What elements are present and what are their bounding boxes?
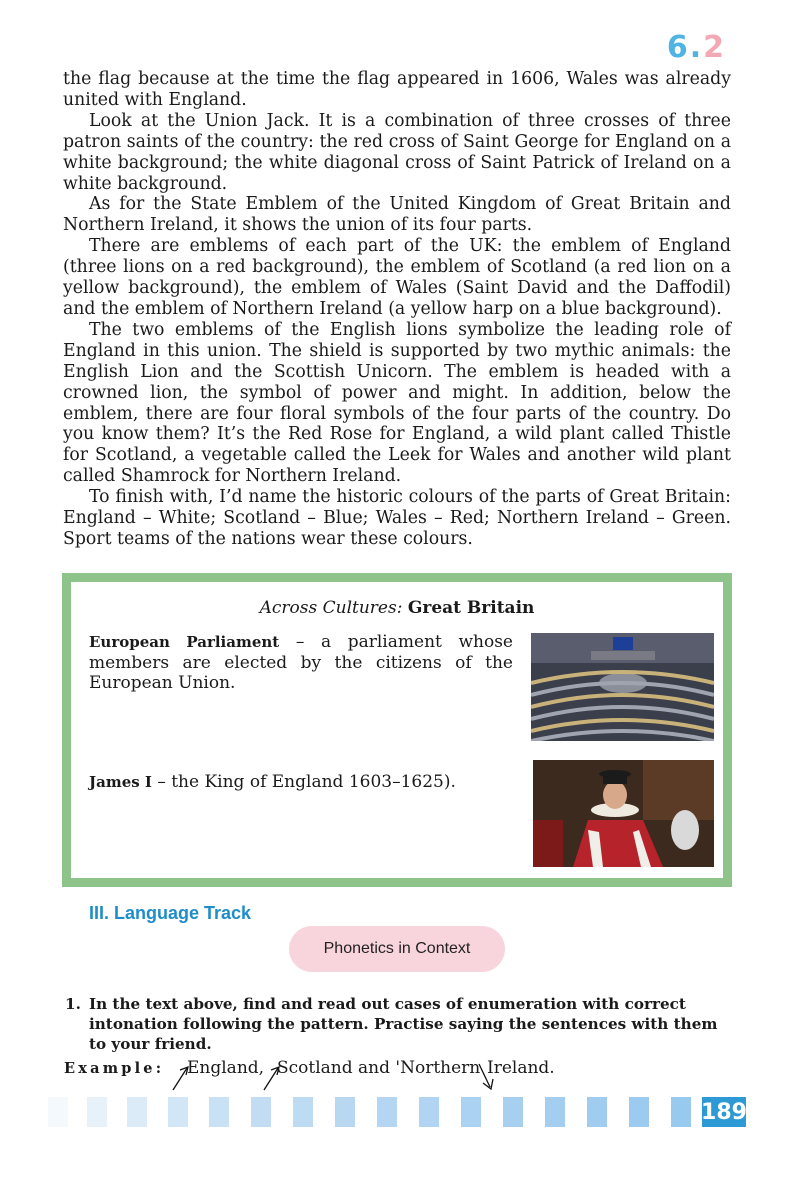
paragraph: As for the State Emblem of the United Kingdom of Great Britain and Northern Ireland, it shows the union of its four parts. — [63, 194, 731, 236]
subheading-pill: Phonetics in Context — [289, 926, 505, 972]
example-label: Example: — [64, 1060, 165, 1077]
example-line — [64, 1058, 164, 1078]
paragraph: To finish with, I’d name the historic colours of the parts of Great Britain: England – White; Scotland – Blue; Wales – Red; Northern Ireland – Green. Sport teams of the nations wear these colours. — [63, 487, 731, 549]
across-cultures-box — [62, 573, 732, 887]
rising-intonation-arrow-icon — [261, 1064, 283, 1092]
term: James I — [89, 773, 152, 791]
rising-intonation-arrow-icon — [170, 1064, 192, 1092]
section-number: 6.2 — [666, 30, 726, 65]
exercise-task — [65, 994, 735, 1054]
glossary-entry — [89, 632, 513, 694]
example-word: Ireland. — [487, 1058, 555, 1078]
definition: – a parliament whose members are elected by the citizens of the European Union. — [89, 632, 513, 693]
falling-intonation-arrow-icon — [475, 1062, 499, 1092]
task-text: In the text above, find and read out cases of enumeration with correct intonation following the pattern. Practise saying the sentences with them to your friend. — [89, 995, 718, 1053]
definition: – the King of England 1603–1625). — [151, 772, 456, 792]
paragraph: the flag because at the time the flag appeared in 1606, Wales was already united with England. — [63, 69, 731, 110]
glossary-entry — [89, 772, 509, 793]
example-word: England, — [187, 1058, 265, 1078]
paragraph: Look at the Union Jack. It is a combination of three crosses of three patron saints of the country: the red cross of Saint George for England on a white background; the white diagonal cross of Saint Patrick of Ireland on a white background. — [63, 110, 731, 194]
reading-text — [63, 69, 731, 550]
paragraph: There are emblems of each part of the UK: the emblem of England (three lions on a red background), the emblem of Scotland (a red lion on a yellow background), the emblem of Wales (Saint David and the Daffodil) and the emblem of Northern Ireland (a yellow harp on a blue background). — [63, 236, 731, 319]
parliament-photo — [531, 633, 714, 741]
task-number: 1. — [65, 995, 81, 1013]
james-i-portrait — [533, 760, 714, 867]
box-title-bold: Great Britain — [407, 598, 535, 618]
box-title — [71, 598, 723, 618]
footer-decoration — [0, 1097, 800, 1127]
page-number: 189 — [702, 1097, 746, 1127]
term: European Parliament — [89, 633, 280, 651]
paragraph: The two emblems of the English lions symbolize the leading role of England in this union. The shield is supported by two mythic animals: the English Lion and the Scottish Unicorn. The emblem is headed with a crowned lion, the symbol of power and might. In addition, below the emblem, there are four floral symbols of the four parts of the country. Do you know them? It’s the Red Rose for England, a wild plant called Thistle for Scotland, a vegetable called the Leek for Wales and another wild plant called Shamrock for Northern Ireland. — [63, 319, 731, 487]
box-title-italic: Across Cultures: — [259, 598, 403, 618]
example-word: Scotland and 'Northern — [277, 1058, 481, 1078]
section-heading: III. Language Track — [89, 903, 252, 923]
